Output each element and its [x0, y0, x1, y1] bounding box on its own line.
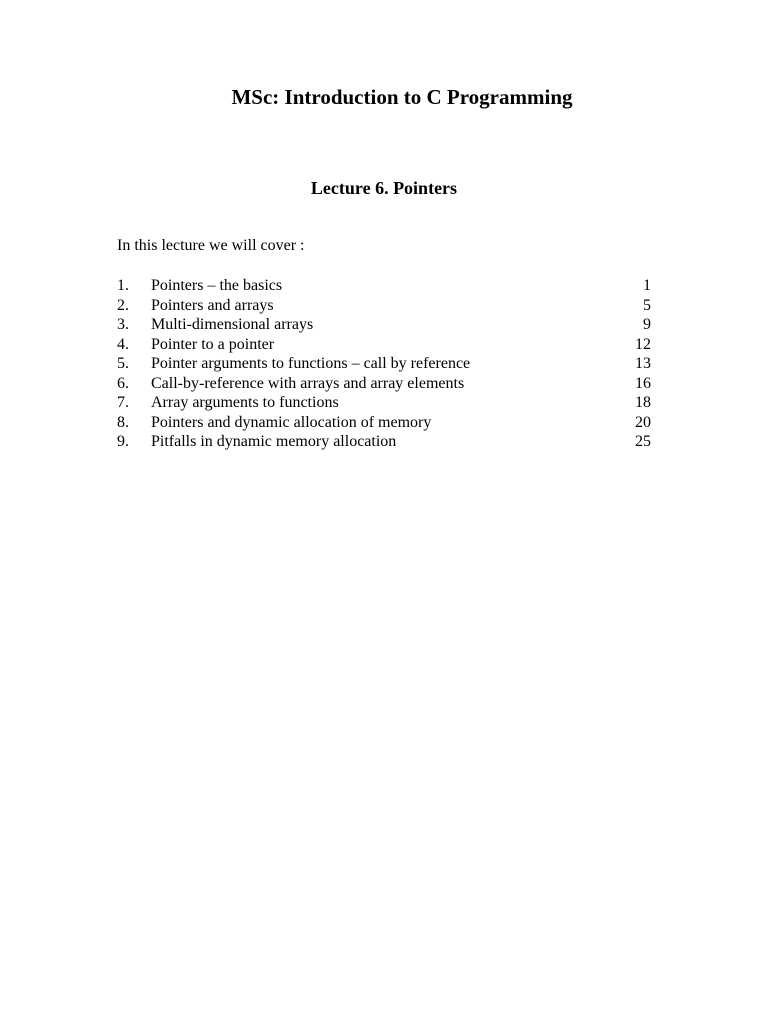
toc-item [117, 335, 651, 355]
toc-item-title: Pointer to a pointer [151, 335, 275, 353]
toc-item-page: 13 [635, 355, 651, 372]
toc-item [117, 393, 651, 413]
toc-item-title: Pointers and dynamic allocation of memory [151, 413, 432, 431]
toc-item-title: Pointer arguments to functions – call by reference [151, 355, 471, 372]
lecture-title: Lecture 6. Pointers [310, 178, 458, 198]
toc-item-number: 6. [117, 374, 129, 392]
toc-item-title: Call-by-reference with arrays and array elements [151, 374, 465, 392]
toc-item-number: 4. [117, 335, 129, 353]
toc-item [117, 354, 651, 374]
toc-item-page: 1 [643, 277, 651, 294]
toc-item-number: 8. [117, 413, 129, 431]
toc-item [117, 296, 651, 316]
toc-item-number: 7. [117, 394, 129, 411]
toc-item-title: Pointers – the basics [151, 277, 283, 294]
toc-item-page: 5 [643, 296, 651, 314]
toc-item-title: Multi-dimensional arrays [151, 316, 314, 333]
document-title: MSc: Introduction to C Programming [231, 85, 573, 109]
toc-item-page: 20 [635, 413, 651, 431]
toc-item-page: 18 [635, 394, 651, 411]
toc-item-number: 2. [117, 296, 129, 314]
toc-item-title: Array arguments to functions [151, 394, 339, 411]
toc-item [117, 276, 651, 296]
toc-item-number: 1. [117, 277, 129, 294]
toc-item-page: 12 [635, 335, 651, 353]
toc-item [117, 315, 651, 335]
toc-item [117, 413, 651, 433]
toc-item-title: Pointers and arrays [151, 296, 274, 314]
toc-item [117, 374, 651, 394]
toc-item-number: 9. [117, 433, 129, 450]
toc-item-page: 9 [643, 316, 651, 333]
toc-item [117, 432, 651, 452]
toc-item-number: 3. [117, 316, 129, 333]
toc-item-page: 16 [635, 374, 651, 392]
table-of-contents [117, 276, 651, 452]
toc-item-number: 5. [117, 355, 129, 372]
toc-item-title: Pitfalls in dynamic memory allocation [151, 433, 397, 450]
toc-item-page: 25 [635, 433, 651, 450]
intro-text: In this lecture we will cover : [117, 237, 305, 254]
